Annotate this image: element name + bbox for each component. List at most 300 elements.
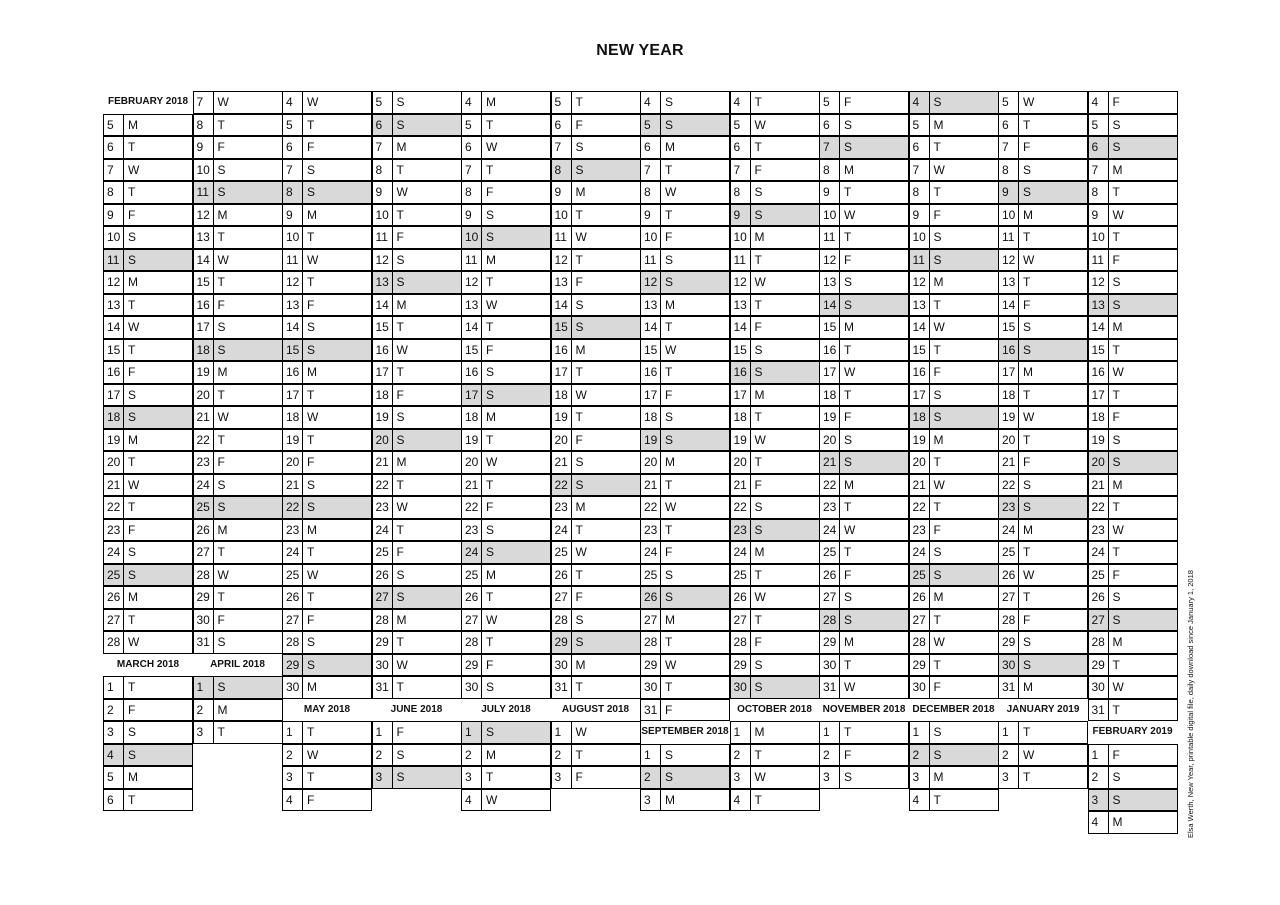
weekday-letter: T <box>1112 185 1120 199</box>
day-cell-sunday <box>461 721 551 744</box>
weekday-letter: M <box>307 207 317 222</box>
day-cell <box>730 654 820 677</box>
weekday-letter: F <box>933 207 941 222</box>
day-number: 30 <box>552 655 572 676</box>
day-number: 26 <box>462 587 482 608</box>
day-number: 21 <box>999 452 1019 473</box>
weekday-letter: F <box>1023 455 1031 469</box>
weekday-letter: S <box>844 117 853 132</box>
day-cell <box>282 159 372 182</box>
weekday-letter: S <box>307 320 316 334</box>
weekday-letter: M <box>933 590 944 604</box>
weekday-letter: S <box>1112 117 1121 132</box>
day-cell <box>461 316 551 339</box>
weekday-letter: S <box>1112 792 1121 807</box>
day-cell <box>640 181 730 204</box>
day-cell <box>461 114 551 137</box>
day-number: 8 <box>731 182 751 203</box>
weekday-letter: F <box>665 387 673 402</box>
weekday-letter: M <box>396 612 407 627</box>
day-cell <box>640 631 730 654</box>
weekday-letter: F <box>844 410 852 424</box>
weekday-letter: M <box>1023 680 1033 694</box>
weekday-letter: M <box>128 117 138 132</box>
day-cell <box>640 406 730 429</box>
day-number: 30 <box>999 655 1019 676</box>
day-cell-sunday <box>909 249 999 272</box>
day-cell-sunday <box>372 429 462 452</box>
day-cell <box>730 631 820 654</box>
day-number: 20 <box>104 452 124 473</box>
day-cell <box>103 204 193 227</box>
weekday-letter: S <box>754 185 763 199</box>
weekday-letter: S <box>396 747 405 762</box>
weekday-letter: W <box>396 657 408 672</box>
weekday-letter: F <box>754 320 762 334</box>
weekday-letter: S <box>754 500 763 514</box>
weekday-letter: M <box>1112 162 1123 177</box>
day-cell-sunday <box>998 181 1088 204</box>
day-number: 10 <box>552 205 572 226</box>
weekday-letter: S <box>1112 590 1121 604</box>
day-number: 27 <box>731 610 751 631</box>
day-cell <box>640 249 730 272</box>
day-cell <box>282 384 372 407</box>
day-cell-sunday <box>551 159 641 182</box>
day-number: 17 <box>552 362 572 383</box>
day-number: 11 <box>641 250 661 271</box>
day-number: 17 <box>1089 385 1109 406</box>
day-cell <box>909 429 999 452</box>
day-cell <box>551 136 641 159</box>
day-cell <box>1088 564 1178 587</box>
weekday-letter: T <box>575 567 583 582</box>
weekday-letter: S <box>307 477 316 492</box>
day-number: 18 <box>194 340 214 361</box>
day-cell <box>282 91 372 114</box>
day-number: 15 <box>731 340 751 361</box>
day-number: 6 <box>373 115 393 136</box>
weekday-letter: M <box>665 612 675 627</box>
day-number: 5 <box>1089 115 1109 136</box>
day-number: 2 <box>999 745 1019 766</box>
day-number: 2 <box>462 745 482 766</box>
day-cell <box>640 676 730 699</box>
day-cell <box>730 136 820 159</box>
day-cell <box>1088 766 1178 789</box>
day-cell <box>640 384 730 407</box>
day-cell-sunday <box>640 429 730 452</box>
day-number: 18 <box>910 407 930 428</box>
day-number: 28 <box>552 610 572 631</box>
weekday-letter: W <box>396 185 408 199</box>
weekday-letter: S <box>844 140 853 154</box>
weekday-letter: T <box>754 297 762 312</box>
weekday-letter: F <box>1112 410 1120 424</box>
weekday-letter: T <box>1112 500 1120 514</box>
day-number: 13 <box>462 295 482 316</box>
day-cell <box>372 474 462 497</box>
day-number: 6 <box>104 137 124 158</box>
day-number: 2 <box>910 745 930 766</box>
day-number: 25 <box>999 542 1019 563</box>
day-number: 5 <box>552 92 572 113</box>
weekday-letter: S <box>1112 297 1121 312</box>
day-number: 11 <box>731 250 751 271</box>
day-number: 28 <box>373 610 393 631</box>
weekday-letter: T <box>307 230 315 244</box>
day-number: 8 <box>999 160 1019 181</box>
weekday-letter: S <box>665 275 674 289</box>
day-number: 9 <box>731 205 751 226</box>
day-cell <box>998 114 1088 137</box>
day-cell <box>103 541 193 564</box>
weekday-letter: M <box>933 432 944 447</box>
day-number: 14 <box>820 295 840 316</box>
day-number: 11 <box>999 227 1019 248</box>
weekday-letter: F <box>1112 747 1120 762</box>
weekday-letter: F <box>1023 612 1031 627</box>
weekday-letter: F <box>486 342 494 357</box>
day-number: 3 <box>194 722 214 743</box>
day-cell <box>551 676 641 699</box>
day-cell-sunday <box>551 631 641 654</box>
day-number: 28 <box>1089 632 1109 653</box>
day-number: 10 <box>641 227 661 248</box>
day-number: 29 <box>462 655 482 676</box>
day-number: 14 <box>910 317 930 338</box>
day-number: 19 <box>820 407 840 428</box>
day-cell-sunday <box>1088 294 1178 317</box>
day-cell <box>640 789 730 812</box>
weekday-letter: M <box>486 95 496 109</box>
day-number: 13 <box>820 272 840 293</box>
day-cell <box>282 676 372 699</box>
day-number: 16 <box>1089 362 1109 383</box>
day-number: 22 <box>283 497 303 518</box>
day-cell-sunday <box>103 249 193 272</box>
day-number: 12 <box>731 272 751 293</box>
day-cell <box>730 114 820 137</box>
day-number: 21 <box>731 475 751 496</box>
weekday-letter: F <box>1112 95 1120 109</box>
weekday-letter: M <box>933 275 944 289</box>
day-cell <box>461 654 551 677</box>
day-cell-sunday <box>909 406 999 429</box>
weekday-letter: T <box>396 207 404 222</box>
day-number: 5 <box>283 115 303 136</box>
weekday-letter: S <box>575 635 584 649</box>
day-cell <box>909 721 999 744</box>
weekday-letter: F <box>1023 140 1031 154</box>
day-number: 26 <box>820 565 840 586</box>
day-number: 23 <box>1089 520 1109 541</box>
weekday-letter: M <box>217 207 228 222</box>
weekday-letter: M <box>396 297 407 312</box>
weekday-letter: F <box>754 162 762 177</box>
day-cell-sunday <box>372 586 462 609</box>
weekday-letter: S <box>486 522 495 537</box>
day-number: 27 <box>194 542 214 563</box>
weekday-letter: W <box>307 410 319 424</box>
day-number: 5 <box>462 115 482 136</box>
day-cell <box>730 429 820 452</box>
day-number: 20 <box>641 452 661 473</box>
weekday-letter: S <box>665 117 674 132</box>
day-cell-sunday <box>282 654 372 677</box>
day-cell <box>998 519 1088 542</box>
weekday-letter: M <box>844 635 854 649</box>
day-number: 18 <box>552 385 572 406</box>
day-number: 1 <box>731 722 751 743</box>
day-number: 6 <box>731 137 751 158</box>
weekday-letter: T <box>307 432 315 447</box>
weekday-letter: W <box>307 747 319 762</box>
day-number: 25 <box>641 565 661 586</box>
day-cell <box>640 541 730 564</box>
day-number: 14 <box>999 295 1019 316</box>
day-number: 22 <box>910 497 930 518</box>
day-cell <box>193 564 283 587</box>
weekday-letter: W <box>754 432 766 447</box>
day-number: 30 <box>641 677 661 698</box>
day-cell <box>909 384 999 407</box>
day-cell <box>103 294 193 317</box>
weekday-letter: W <box>307 252 319 267</box>
weekday-letter: W <box>1112 207 1124 222</box>
weekday-letter: W <box>933 635 945 649</box>
day-cell-sunday <box>819 451 909 474</box>
day-cell <box>551 586 641 609</box>
day-number: 21 <box>641 475 661 496</box>
day-cell-sunday <box>909 91 999 114</box>
day-number: 11 <box>820 227 840 248</box>
day-cell <box>372 541 462 564</box>
day-cell <box>193 699 283 722</box>
weekday-letter: T <box>933 500 941 514</box>
day-number: 16 <box>283 362 303 383</box>
day-cell <box>193 451 283 474</box>
weekday-letter: S <box>396 770 405 784</box>
weekday-letter: F <box>128 702 136 717</box>
day-number: 18 <box>373 385 393 406</box>
day-cell <box>909 676 999 699</box>
month-label: MARCH 2018 <box>116 658 180 670</box>
day-cell <box>461 609 551 632</box>
day-cell <box>1088 654 1178 677</box>
day-cell <box>103 699 193 722</box>
day-cell <box>640 744 730 767</box>
weekday-letter: T <box>665 207 673 222</box>
day-number: 11 <box>910 250 930 271</box>
day-cell <box>640 361 730 384</box>
day-cell-sunday <box>730 204 820 227</box>
day-number: 3 <box>641 790 661 811</box>
day-number: 13 <box>104 295 124 316</box>
day-cell <box>282 294 372 317</box>
month-label: JUNE 2018 <box>390 703 443 715</box>
weekday-letter: T <box>575 410 583 424</box>
day-number: 9 <box>194 137 214 158</box>
weekday-letter: S <box>933 567 942 582</box>
day-number: 30 <box>462 677 482 698</box>
weekday-letter: M <box>217 365 228 379</box>
day-cell <box>551 654 641 677</box>
day-cell-sunday <box>640 766 730 789</box>
weekday-letter: S <box>575 477 584 492</box>
day-cell-sunday <box>730 361 820 384</box>
day-number: 23 <box>373 497 393 518</box>
day-number: 24 <box>373 520 393 541</box>
weekday-letter: F <box>486 185 494 199</box>
day-number: 10 <box>373 205 393 226</box>
day-number: 13 <box>731 295 751 316</box>
day-cell <box>819 676 909 699</box>
day-cell <box>730 541 820 564</box>
weekday-letter: T <box>575 365 583 379</box>
day-cell <box>1088 631 1178 654</box>
weekday-letter: M <box>665 792 675 807</box>
day-number: 10 <box>820 205 840 226</box>
weekday-letter: W <box>665 185 677 199</box>
day-number: 29 <box>820 632 840 653</box>
day-number: 13 <box>373 272 393 293</box>
day-cell <box>998 136 1088 159</box>
weekday-letter: M <box>217 702 228 717</box>
day-cell <box>1088 429 1178 452</box>
day-number: 2 <box>641 767 661 788</box>
weekday-letter: M <box>844 162 854 177</box>
weekday-letter: S <box>396 410 405 424</box>
day-number: 15 <box>910 340 930 361</box>
weekday-letter: S <box>665 747 674 762</box>
day-cell-sunday <box>282 181 372 204</box>
day-number: 6 <box>641 137 661 158</box>
day-number: 8 <box>283 182 303 203</box>
day-number: 1 <box>373 722 393 743</box>
day-number: 18 <box>1089 407 1109 428</box>
weekday-letter: F <box>754 635 762 649</box>
weekday-letter: S <box>1112 275 1121 289</box>
day-cell <box>1088 406 1178 429</box>
weekday-letter: M <box>486 747 496 762</box>
day-number: 31 <box>552 677 572 698</box>
month-label: FEBRUARY 2018 <box>107 96 189 107</box>
weekday-letter: M <box>665 297 675 312</box>
day-number: 22 <box>641 497 661 518</box>
weekday-letter: S <box>128 387 137 402</box>
weekday-letter: F <box>933 522 941 537</box>
day-cell <box>461 631 551 654</box>
day-cell <box>1088 316 1178 339</box>
weekday-letter: S <box>844 590 853 604</box>
day-number: 25 <box>373 542 393 563</box>
weekday-letter: M <box>754 230 765 244</box>
day-cell <box>372 519 462 542</box>
day-cell <box>819 744 909 767</box>
weekday-letter: T <box>933 140 941 154</box>
day-cell <box>819 384 909 407</box>
day-cell <box>282 226 372 249</box>
day-number: 20 <box>283 452 303 473</box>
day-number: 23 <box>194 452 214 473</box>
day-number: 13 <box>641 295 661 316</box>
weekday-letter: T <box>933 612 941 627</box>
day-cell <box>372 631 462 654</box>
day-cell <box>103 429 193 452</box>
weekday-letter: F <box>396 725 404 739</box>
day-number: 16 <box>462 362 482 383</box>
day-number: 30 <box>820 655 840 676</box>
day-number: 4 <box>462 92 482 113</box>
day-cell-sunday <box>640 586 730 609</box>
weekday-letter: M <box>844 320 854 334</box>
weekday-letter: S <box>307 185 316 199</box>
weekday-letter: T <box>486 770 494 784</box>
day-number: 3 <box>1089 790 1109 811</box>
weekday-letter: W <box>128 320 140 334</box>
day-number: 31 <box>194 632 214 653</box>
day-number: 16 <box>999 340 1019 361</box>
day-cell <box>1088 496 1178 519</box>
day-number: 26 <box>1089 587 1109 608</box>
weekday-letter: W <box>754 275 766 289</box>
weekday-letter: S <box>1112 455 1121 469</box>
weekday-letter: T <box>307 387 315 402</box>
day-number: 15 <box>283 340 303 361</box>
weekday-letter: T <box>396 320 404 334</box>
day-number: 18 <box>641 407 661 428</box>
weekday-letter: W <box>396 342 408 357</box>
weekday-letter: W <box>933 477 945 492</box>
day-number: 3 <box>731 767 751 788</box>
weekday-letter: F <box>665 230 673 244</box>
day-cell-sunday <box>103 406 193 429</box>
day-cell <box>909 474 999 497</box>
weekday-letter: S <box>396 567 405 582</box>
day-number: 3 <box>552 767 572 788</box>
weekday-letter: M <box>933 770 944 784</box>
day-cell <box>998 361 1088 384</box>
month-label: MAY 2018 <box>303 703 351 715</box>
day-cell <box>819 766 909 789</box>
weekday-letter: S <box>575 297 584 312</box>
day-cell <box>998 721 1088 744</box>
day-cell <box>1088 744 1178 767</box>
weekday-letter: T <box>128 455 136 469</box>
day-number: 24 <box>283 542 303 563</box>
day-cell <box>461 519 551 542</box>
day-cell <box>1088 204 1178 227</box>
day-cell <box>461 744 551 767</box>
weekday-letter: T <box>217 432 225 447</box>
day-number: 7 <box>731 160 751 181</box>
day-cell <box>819 316 909 339</box>
day-cell <box>551 181 641 204</box>
weekday-letter: S <box>754 342 763 357</box>
day-number: 12 <box>104 272 124 293</box>
day-cell <box>1088 91 1178 114</box>
weekday-letter: S <box>754 657 763 672</box>
weekday-letter: T <box>1112 387 1120 402</box>
weekday-letter: W <box>486 297 498 312</box>
day-cell <box>909 271 999 294</box>
day-number: 28 <box>283 632 303 653</box>
day-number: 16 <box>910 362 930 383</box>
day-number: 21 <box>820 452 840 473</box>
day-cell <box>998 406 1088 429</box>
day-cell <box>551 609 641 632</box>
